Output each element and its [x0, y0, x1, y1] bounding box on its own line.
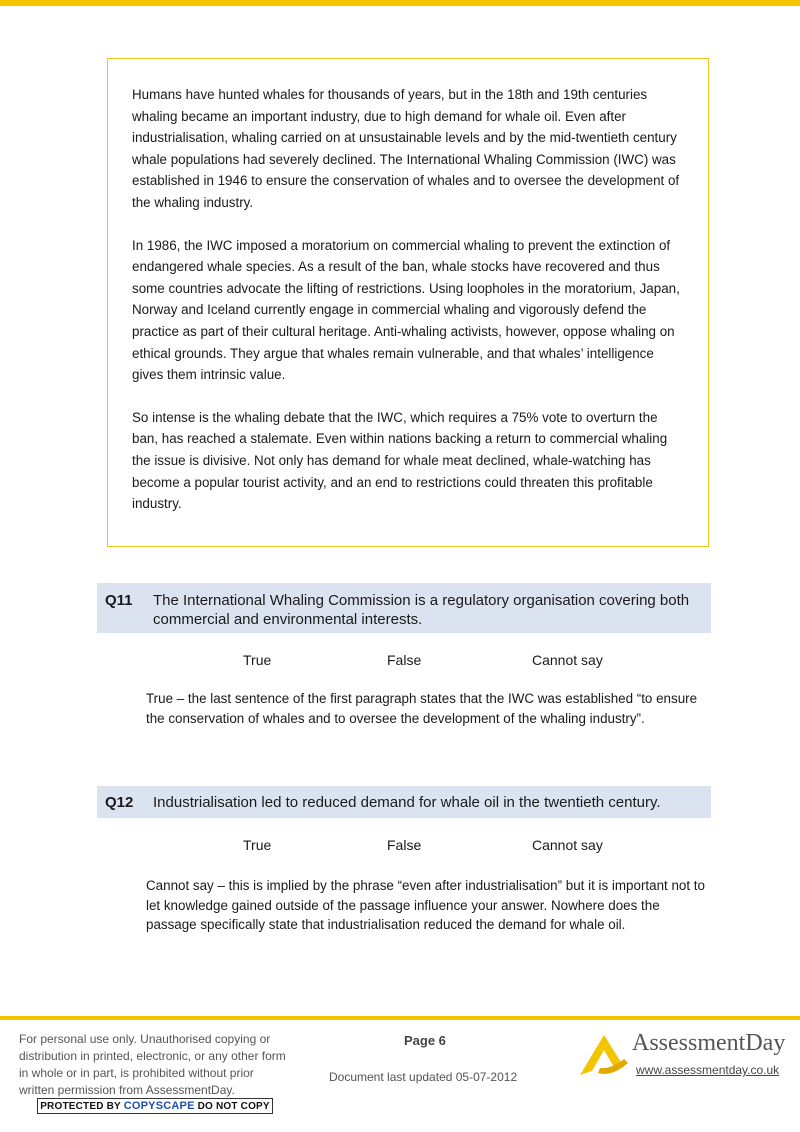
question-number: Q12 — [105, 794, 134, 811]
copyscape-prefix: PROTECTED BY — [40, 1101, 124, 1112]
option-cannot-say[interactable]: Cannot say — [532, 837, 603, 853]
passage-paragraph-2: In 1986, the IWC imposed a moratorium on commercial whaling to prevent the extinction of endangered whale species. As a result of the ban, whale stocks have recovered and thus some countries advocate the lifting of restrictions. Using loopholes in the moratorium, Japan, Norway and Iceland currently engage in commercial whaling and vigorously defend the practice as part of their cultural heritage. Anti-whaling activists, however, oppose whaling on ethical grounds. They argue that whales remain vulnerable, and that whales’ intelligence gives them intrinsic value. — [132, 237, 680, 383]
last-updated: Document last updated 05-07-2012 — [329, 1070, 518, 1084]
option-true[interactable]: True — [243, 652, 272, 668]
option-false[interactable]: False — [387, 837, 422, 853]
logo-wordmark: AssessmentDay — [632, 1030, 786, 1056]
copyscape-badge[interactable] — [37, 1098, 273, 1114]
question-text: The International Whaling Commission is a regulatory organisation covering both commercial and environmental interests. — [153, 592, 690, 628]
answer-options-q11 — [0, 652, 800, 672]
question-band-q11 — [97, 583, 711, 633]
legal-notice: For personal use only. Unauthorised copying or distribution in printed, electronic, or any other form in whole or in part, is prohibited without prior written permission from AssessmentDay. — [19, 1032, 286, 1097]
copyscape-suffix: DO NOT COPY — [194, 1101, 270, 1112]
explanation-q11: True – the last sentence of the first paragraph states that the IWC was established “to ensure the conservation of whales and to oversee the development of the whaling industry”. — [146, 691, 698, 726]
page-number: Page 6 — [404, 1033, 446, 1048]
passage-box — [107, 58, 709, 547]
footer-divider — [0, 1016, 800, 1020]
option-false[interactable]: False — [387, 652, 422, 668]
option-true[interactable]: True — [243, 837, 272, 853]
option-cannot-say[interactable]: Cannot say — [532, 652, 603, 668]
question-band-q12 — [97, 786, 711, 818]
top-accent-bar — [0, 0, 800, 6]
answer-options-q12 — [0, 837, 800, 857]
passage-paragraph-3: So intense is the whaling debate that the IWC, which requires a 75% vote to overturn the ban, has reached a stalemate. Even within nations backing a return to commercial whaling the issue is divisive. Not only has demand for whale meat declined, whale-watching has become a popular tourist activity, and an end to restrictions could threaten this profitable industry. — [132, 409, 668, 512]
passage-paragraph-1: Humans have hunted whales for thousands of years, but in the 18th and 19th centuries whaling became an important industry, due to high demand for whale oil. Even after industrialisation, whaling carried on at unsustainable levels and by the mid-twentieth century whale populations had severely declined. The International Whaling Commission (IWC) was established in 1946 to ensure the conservation of whales and to oversee the development of the whaling industry. — [132, 87, 680, 210]
question-number: Q11 — [105, 592, 133, 609]
question-text: Industrialisation led to reduced demand for whale oil in the twentieth century. — [153, 794, 661, 811]
copyscape-brand: COPYSCAPE — [123, 1100, 195, 1112]
assessmentday-logo-icon — [578, 1033, 630, 1077]
website-link[interactable]: www.assessmentday.co.uk — [636, 1063, 780, 1077]
explanation-q12: Cannot say – this is implied by the phrase “even after industrialisation” but it is important not to let knowledge gained outside of the passage influence your answer. Nowhere does the passage specifically state that industrialisation reduced the demand for whale oil. — [146, 878, 705, 932]
